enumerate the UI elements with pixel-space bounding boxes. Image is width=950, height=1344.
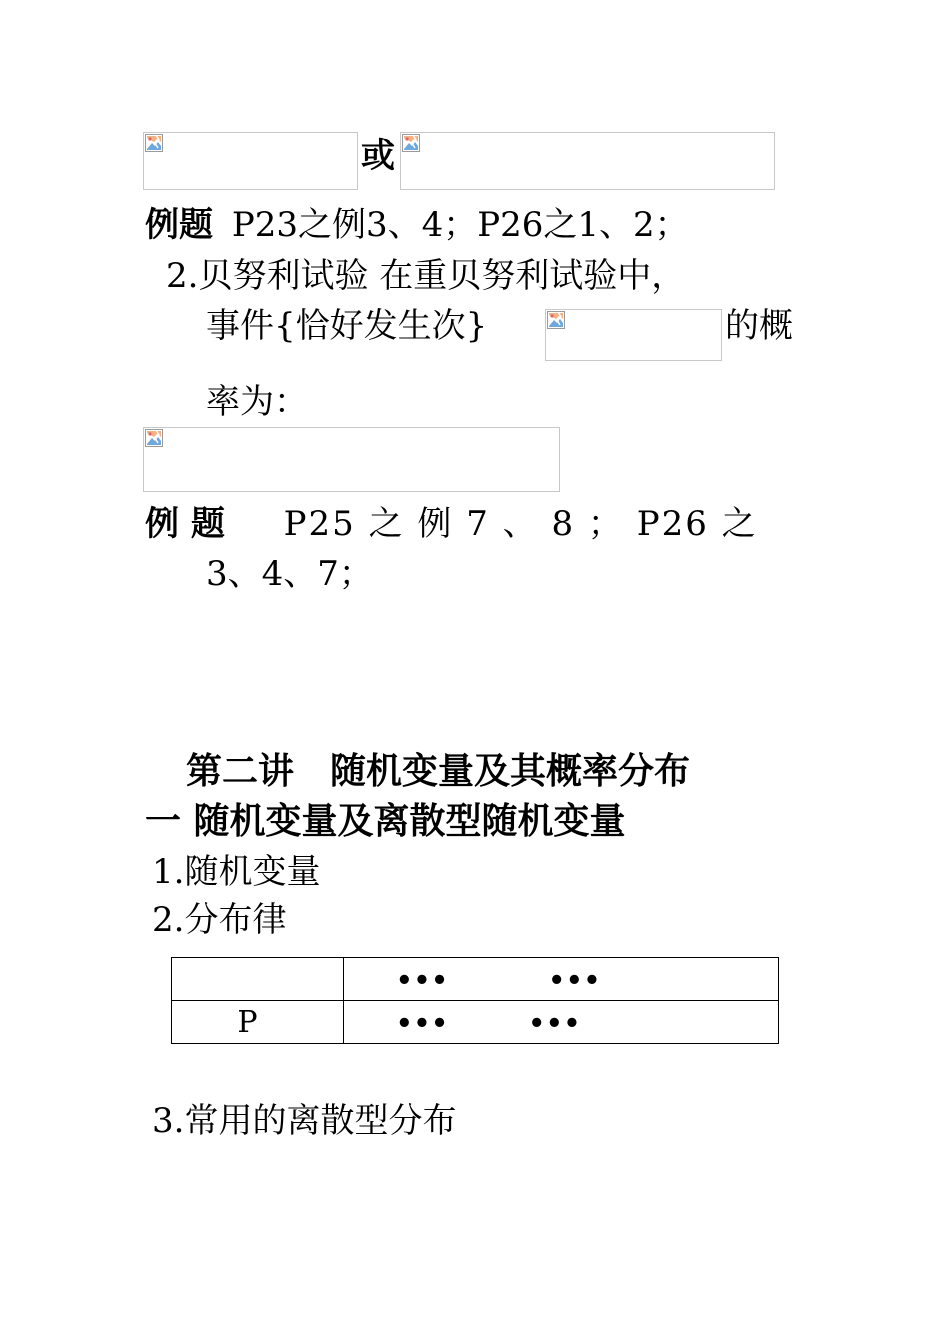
example-line-2-cont: 3、4、7； [206,554,373,594]
formula-image-3 [545,309,722,361]
broken-image-icon [145,429,163,447]
broken-image-icon [402,134,420,152]
or-text: 或 [361,136,395,176]
example-line-1 [145,205,689,245]
example-text: P25 之 例 7 、 8 ； P26 之 [283,504,758,544]
ellipsis-dots: ••• [548,965,602,996]
item-distribution-law: 2.分布律 [152,900,287,940]
example-text: P23之例3、4；P26之1、2； [231,205,689,245]
table-cell-values [344,958,779,1001]
table-row [172,958,779,1001]
lecture-title: 第二讲 随机变量及其概率分布 [186,751,691,792]
ellipsis-dots: ••• [396,965,449,996]
formula-image-1 [143,132,358,190]
table-row [172,1001,779,1044]
table-cell-label [172,958,344,1001]
ellipsis-dots: ••• [528,1008,582,1039]
table-cell-values [344,1001,779,1044]
item-common-discrete: 3.常用的离散型分布 [152,1101,457,1141]
section-heading: 一 随机变量及离散型随机变量 [145,801,626,842]
example-label: 例题 [145,205,213,245]
formula-image-2 [400,132,775,190]
bernoulli-line-2-pre: 事件{恰好发生次} [206,306,488,346]
bernoulli-line-3: 率为： [206,382,308,422]
formula-image-4 [143,427,560,492]
bernoulli-line-2-post: 的概 [725,306,793,346]
broken-image-icon [547,311,565,329]
bernoulli-heading: 2.贝努利试验 在重贝努利试验中， [166,256,686,296]
example-line-2 [145,504,758,544]
ellipsis-dots: ••• [396,1008,449,1039]
table-cell-label: P [172,1001,344,1044]
example-label: 例 题 [145,504,225,544]
item-random-variable: 1.随机变量 [152,852,321,892]
broken-image-icon [145,134,163,152]
distribution-table [171,957,779,1044]
